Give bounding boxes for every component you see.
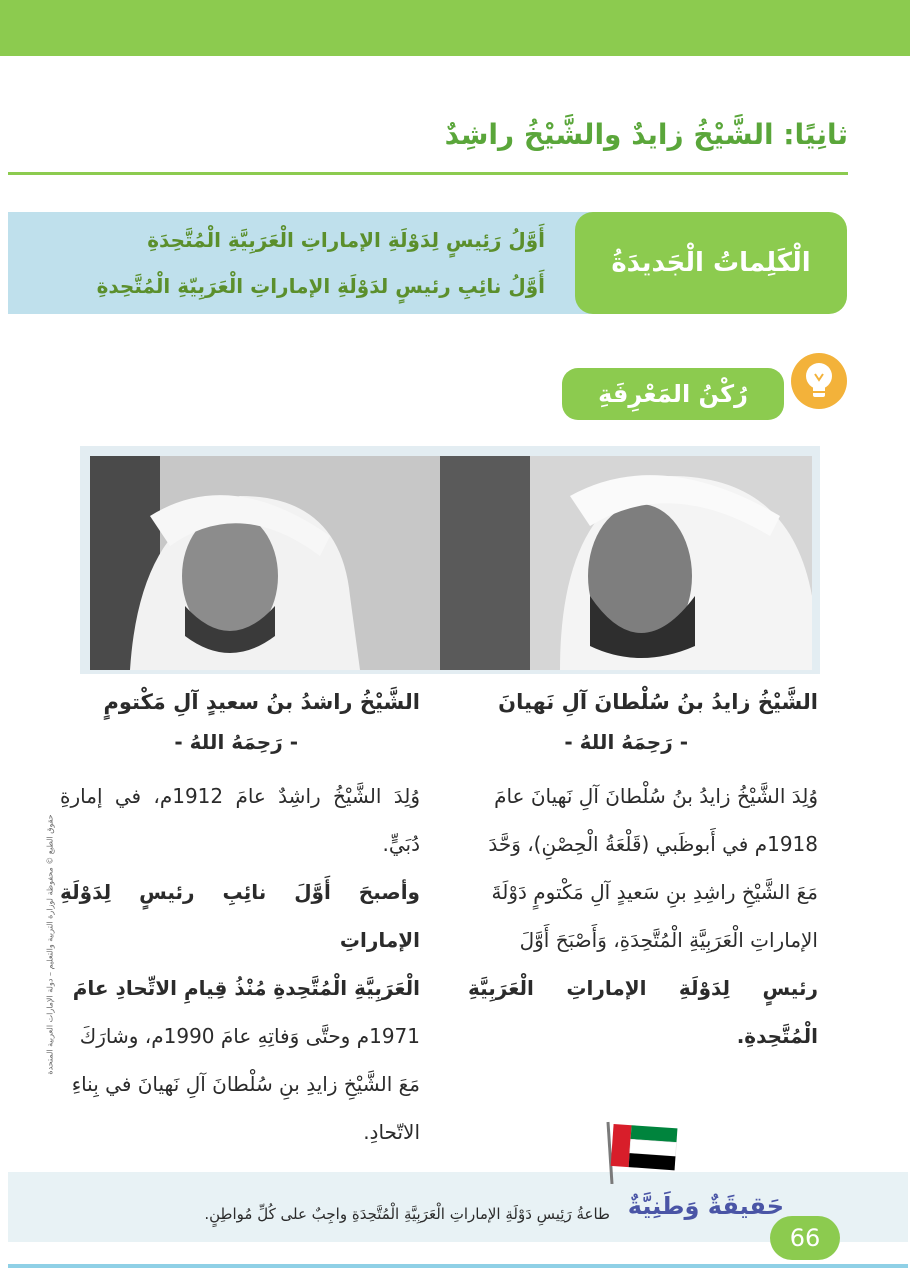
fact-label: حَقيقَةٌ وَطَنِيَّةٌ bbox=[627, 1192, 784, 1220]
lightbulb-icon bbox=[790, 352, 848, 410]
vocab-label: الْكَلِماتُ الْجَديدَةُ bbox=[611, 248, 811, 278]
bio-line: وأصبحَ أَوَّلَ نائِبِ رئيسٍ لِدَوْلَةِ الإماراتِ bbox=[60, 880, 420, 952]
rashid-sub: - رَحِمَهُ اللهُ - bbox=[174, 730, 298, 754]
side-credit bbox=[40, 800, 55, 1090]
vocab-item: أَوَّلُ رَئِيسٍ لِدَوْلَةِ الإماراتِ الْعَرَبِيَّةِ الْمُتَّحِدَةِ bbox=[147, 228, 545, 252]
knowledge-corner-pill bbox=[562, 368, 784, 420]
title-divider bbox=[8, 172, 848, 175]
rashid-name: الشَّيْخُ راشدُ بنُ سعيدٍ آلِ مَكْتومٍ bbox=[103, 690, 420, 714]
page-number: 66 bbox=[789, 1224, 821, 1252]
bio-line: مَعَ الشَّيْخِ راشِدِ بنِ سَعيدٍ آلِ مَكْتومٍ دَوْلَةَ bbox=[491, 880, 818, 904]
vocab-label-pill bbox=[575, 212, 847, 314]
zayed-name: الشَّيْخُ زايدُ بنُ سُلْطانَ آلِ نَهيانَ bbox=[498, 690, 818, 714]
uae-flag-icon bbox=[602, 1118, 682, 1184]
rashid-bio bbox=[60, 772, 420, 1156]
zayed-sub: - رَحِمَهُ اللهُ - bbox=[564, 730, 688, 754]
side-credit-text: حقوق الطبع © محفوظة لوزارة التربية والتعليم – دولة الإمارات العربية المتحدة bbox=[45, 814, 55, 1075]
bio-line: الإماراتِ الْعَرَبِيَّةِ الْمُتَّحِدَةِ، وَأَصْبَحَ أَوَّلَ bbox=[519, 928, 818, 952]
sheikhs-photo bbox=[90, 456, 812, 670]
top-color-bar bbox=[0, 0, 910, 56]
zayed-bio bbox=[468, 772, 818, 1060]
bio-line: وُلِدَ الشَّيْخُ زايدُ بنُ سُلْطانَ آلِ نَهيانَ عامَ bbox=[494, 784, 818, 808]
bio-line: 1971م وحتَّى وَفاتِهِ عامَ 1990م، وشارَكَ bbox=[79, 1024, 420, 1048]
section-title: ثانِيًا: الشَّيْخُ زايدٌ والشَّيْخُ راشِدٌ bbox=[444, 118, 848, 151]
bio-line: مَعَ الشَّيْخِ زايدِ بنِ سُلْطانَ آلِ نَهيانَ في بِناءِ bbox=[71, 1072, 420, 1096]
bottom-divider bbox=[8, 1264, 908, 1268]
bio-line: وُلِدَ الشَّيْخُ راشِدٌ عامَ 1912م، في إمارةِ دُبَيٍّ. bbox=[60, 784, 420, 856]
knowledge-corner-label: رُكْنُ المَعْرِفَةِ bbox=[598, 380, 748, 408]
bio-line: الْعَرَبِيَّةِ الْمُتَّحِدةِ مُنْذُ قِيامِ الاتِّحادِ عامَ bbox=[72, 976, 420, 1000]
page-number-badge bbox=[770, 1216, 840, 1260]
bio-line: 1918م في أَبوظَبي (قَلْعَةُ الْحِصْنِ)، وَحَّدَ bbox=[488, 832, 818, 856]
vocab-item: أَوَّلُ نائِبِ رئيسٍ لدَوْلَةِ الإماراتِ الْعَرَبِيّةِ الْمُتَّحِدةِ bbox=[96, 274, 545, 298]
fact-text: طاعةُ رَئِيسِ دَوْلَةِ الإماراتِ الْعَرَبِيَّةِ الْمُتَّحِدَةِ واجِبٌ على كُلِّ مُواطِنٍ. bbox=[204, 1205, 610, 1223]
bio-line: الاتّحادِ. bbox=[363, 1120, 420, 1144]
bio-line: رئيسٍ لِدَوْلَةِ الإماراتِ الْعَرَبِيَّةِ الْمُتَّحِدةِ. bbox=[468, 976, 818, 1048]
